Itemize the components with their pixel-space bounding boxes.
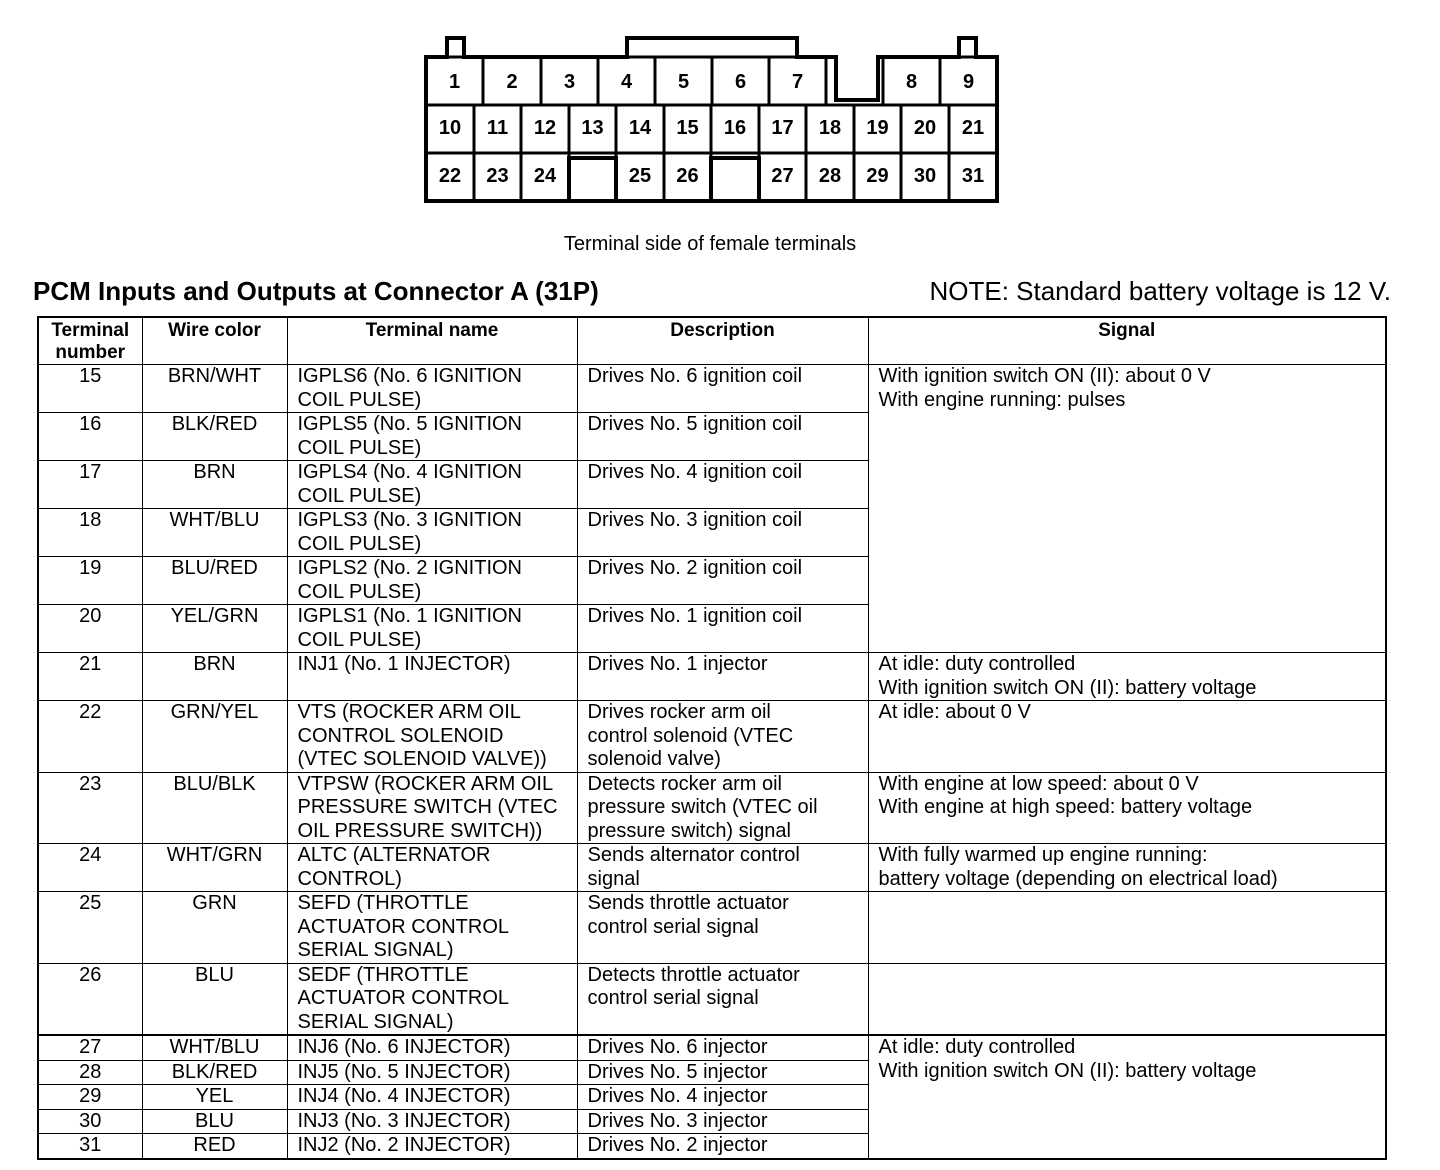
wire-color-cell-text: GRN	[192, 892, 237, 914]
terminal-number-cell-text: 31	[79, 1134, 102, 1156]
terminal-name-cell-text: IGPLS5 (No. 5 IGNITION COIL PULSE)	[297, 413, 523, 459]
signal-cell	[868, 1035, 1386, 1159]
terminal-number-cell-text: 19	[79, 557, 102, 579]
terminal-number-label: 2	[506, 71, 518, 93]
description-cell	[577, 844, 868, 892]
header-description: Description	[577, 317, 868, 365]
terminal-number-label: 27	[771, 165, 794, 187]
signal-cell	[868, 844, 1386, 892]
description-cell-text: Drives No. 3 ignition coil	[587, 509, 803, 531]
table-row	[38, 963, 1386, 1035]
wire-color-cell	[142, 653, 287, 701]
terminal-number-label: 8	[905, 71, 918, 93]
description-cell-text: Drives No. 6 injector	[587, 1036, 768, 1058]
wire-color-cell	[142, 1035, 287, 1060]
terminal-name-cell-text: ALTC (ALTERNATOR CONTROL)	[297, 844, 491, 890]
wire-color-cell	[142, 772, 287, 844]
table-row	[38, 653, 1386, 701]
wire-color-cell	[142, 1085, 287, 1110]
terminal-number-label: 31	[961, 165, 985, 187]
terminal-name-cell	[287, 844, 577, 892]
terminal-number-cell	[38, 844, 142, 892]
description-cell-text: Drives No. 2 ignition coil	[587, 557, 803, 579]
table-row	[38, 892, 1386, 964]
terminal-number-label: 20	[913, 117, 937, 139]
description-cell	[577, 1060, 868, 1085]
description-cell	[577, 365, 868, 413]
signal-cell	[868, 365, 1386, 653]
terminal-number-label: 30	[913, 165, 937, 187]
wire-color-cell-text: WHT/BLU	[169, 1036, 260, 1058]
wire-color-cell-text: BLK/RED	[171, 413, 258, 435]
terminal-name-cell	[287, 509, 577, 557]
description-cell-text: Drives No. 2 injector	[587, 1134, 768, 1156]
header-terminal-name: Terminal name	[287, 317, 577, 365]
terminal-number-cell-text: 30	[79, 1109, 102, 1132]
terminal-number-label: 26	[676, 165, 699, 187]
connector-diagram	[0, 0, 1440, 220]
header-signal: Signal	[868, 317, 1386, 365]
wire-color-cell	[142, 892, 287, 964]
terminal-number-label: 7	[791, 71, 804, 93]
wire-color-cell	[142, 413, 287, 461]
wire-color-cell	[142, 963, 287, 1035]
terminal-number-cell	[38, 892, 142, 964]
description-cell	[577, 605, 868, 653]
keyway-notch	[569, 158, 616, 201]
terminal-number-label: 12	[533, 117, 557, 139]
terminal-name-cell	[287, 605, 577, 653]
description-cell-text: Detects rocker arm oil pressure switch (VTEC oil pressure switch) signal	[587, 772, 818, 842]
terminal-number-cell-text: 22	[79, 701, 102, 723]
terminal-name-cell	[287, 365, 577, 413]
voltage-note: NOTE: Standard battery voltage is 12 V.	[929, 276, 1391, 306]
terminal-number-cell-text: 23	[79, 772, 102, 795]
description-cell	[577, 1134, 868, 1159]
terminal-name-cell	[287, 557, 577, 605]
terminal-number-cell-text: 25	[79, 892, 102, 914]
header-wire-color: Wire color	[142, 317, 287, 365]
wire-color-cell-text: WHT/GRN	[166, 844, 263, 866]
terminal-number-cell	[38, 461, 142, 509]
signal-cell-text: At idle: duty controlled With ignition switch ON (II): battery voltage	[878, 1036, 1257, 1082]
terminal-number-cell	[38, 605, 142, 653]
signal-cell	[868, 701, 1386, 773]
description-cell-text: Drives No. 4 ignition coil	[587, 461, 803, 483]
description-cell	[577, 1109, 868, 1134]
terminal-number-label: 16	[723, 117, 747, 139]
terminal-name-cell-text: IGPLS1 (No. 1 IGNITION COIL PULSE)	[297, 605, 523, 651]
terminal-number-cell-text: 20	[79, 605, 102, 627]
wire-color-cell-text: GRN/YEL	[170, 701, 259, 723]
terminal-name-cell	[287, 772, 577, 844]
terminal-number-label: 14	[628, 117, 652, 139]
signal-cell-text: With engine at low speed: about 0 V With engine at high speed: battery voltage	[878, 772, 1253, 818]
signal-cell-text: With ignition switch ON (II): about 0 V With engine running: pulses	[878, 365, 1211, 411]
wire-color-cell	[142, 461, 287, 509]
wire-color-cell	[142, 844, 287, 892]
terminal-number-label: 22	[438, 165, 462, 187]
terminal-number-label: 23	[486, 165, 509, 187]
signal-cell-text: At idle: about 0 V	[878, 701, 1031, 723]
signal-cell	[868, 892, 1386, 964]
description-cell	[577, 1035, 868, 1060]
terminal-name-cell	[287, 892, 577, 964]
wire-color-cell	[142, 605, 287, 653]
table-row	[38, 844, 1386, 892]
description-cell	[577, 413, 868, 461]
terminal-number-cell-text: 26	[79, 963, 102, 986]
wire-color-cell	[142, 1109, 287, 1134]
terminal-name-cell-text: INJ2 (No. 2 INJECTOR)	[297, 1134, 511, 1156]
terminal-number-cell	[38, 1085, 142, 1110]
wire-color-cell-text: BRN	[193, 653, 236, 675]
terminal-name-cell	[287, 1060, 577, 1085]
terminal-number-label: 6	[734, 71, 747, 93]
terminal-number-cell	[38, 653, 142, 701]
terminal-name-cell-text: VTS (ROCKER ARM OIL CONTROL SOLENOID (VTEC SOLENOID VALVE))	[297, 701, 547, 770]
description-cell	[577, 772, 868, 844]
description-cell-text: Drives No. 1 ignition coil	[587, 605, 803, 627]
table-row	[38, 701, 1386, 773]
description-cell	[577, 509, 868, 557]
terminal-name-cell-text: INJ1 (No. 1 INJECTOR)	[297, 653, 511, 675]
description-cell-text: Drives No. 5 ignition coil	[587, 413, 803, 435]
description-cell-text: Drives No. 6 ignition coil	[587, 365, 803, 387]
wire-color-cell-text: WHT/BLU	[169, 509, 260, 531]
terminal-number-cell-text: 28	[79, 1060, 102, 1083]
wire-color-cell	[142, 557, 287, 605]
description-cell	[577, 963, 868, 1035]
wire-color-cell-text: BRN/WHT	[167, 365, 262, 387]
wire-color-cell-text: BLK/RED	[171, 1060, 258, 1083]
terminal-number-cell	[38, 557, 142, 605]
terminal-number-cell	[38, 1035, 142, 1060]
table-row	[38, 772, 1386, 844]
terminal-number-cell	[38, 413, 142, 461]
terminal-number-label: 29	[866, 165, 889, 187]
terminal-number-label: 28	[818, 165, 842, 187]
wire-color-cell	[142, 1134, 287, 1159]
terminal-number-label: 9	[962, 71, 975, 93]
keyway-notch	[711, 158, 759, 201]
signal-cell-text: With fully warmed up engine running: battery voltage (depending on electrical load)	[878, 844, 1278, 890]
terminal-number-label: 3	[563, 71, 576, 93]
terminal-number-label: 25	[628, 165, 652, 187]
terminal-number-label: 10	[438, 117, 462, 139]
description-cell-text: Sends throttle actuator control serial signal	[587, 892, 789, 938]
page-title: PCM Inputs and Outputs at Connector A (31P)	[33, 276, 599, 306]
description-cell-text: Detects throttle actuator control serial signal	[587, 963, 800, 1009]
terminal-number-cell	[38, 772, 142, 844]
description-cell	[577, 1085, 868, 1110]
terminal-number-cell-text: 29	[79, 1085, 102, 1107]
terminal-number-label: 1	[448, 71, 461, 93]
terminal-number-cell-text: 24	[79, 844, 102, 866]
terminal-number-label: 24	[533, 165, 557, 187]
signal-cell	[868, 963, 1386, 1035]
terminal-name-cell	[287, 1134, 577, 1159]
terminal-name-cell	[287, 653, 577, 701]
signal-cell-text: At idle: duty controlled With ignition switch ON (II): battery voltage	[878, 653, 1257, 699]
header-terminal-number: Terminal number	[38, 317, 142, 365]
terminal-name-cell	[287, 413, 577, 461]
terminal-name-cell-text: VTPSW (ROCKER ARM OIL PRESSURE SWITCH (VTEC OIL PRESSURE SWITCH))	[297, 772, 558, 842]
wire-color-cell-text: YEL	[195, 1085, 234, 1107]
description-cell	[577, 701, 868, 773]
terminal-number-label: 11	[486, 117, 509, 139]
wire-color-cell	[142, 701, 287, 773]
terminal-number-cell	[38, 1134, 142, 1159]
description-cell	[577, 653, 868, 701]
terminal-name-cell	[287, 1085, 577, 1110]
terminal-name-cell-text: IGPLS4 (No. 4 IGNITION COIL PULSE)	[297, 461, 523, 507]
wire-color-cell-text: BLU	[195, 1109, 234, 1132]
wire-color-cell	[142, 509, 287, 557]
description-cell	[577, 892, 868, 964]
description-cell-text: Sends alternator control signal	[587, 844, 800, 890]
description-cell-text: Drives No. 3 injector	[587, 1109, 768, 1132]
terminal-name-cell-text: SEDF (THROTTLE ACTUATOR CONTROL SERIAL SIGNAL)	[297, 963, 509, 1033]
terminal-name-cell	[287, 461, 577, 509]
terminal-number-cell	[38, 701, 142, 773]
wire-color-cell-text: YEL/GRN	[170, 605, 259, 627]
terminal-number-cell-text: 27	[79, 1036, 102, 1058]
terminal-number-cell-text: 17	[79, 461, 102, 483]
terminal-number-cell-text: 18	[79, 509, 102, 531]
description-cell-text: Drives No. 5 injector	[587, 1060, 768, 1083]
connector-caption: Terminal side of female terminals	[563, 233, 857, 255]
terminal-name-cell-text: INJ6 (No. 6 INJECTOR)	[297, 1036, 511, 1058]
terminal-name-cell-text: SEFD (THROTTLE ACTUATOR CONTROL SERIAL SIGNAL)	[297, 892, 509, 961]
signal-cell	[868, 772, 1386, 844]
terminal-number-label: 4	[620, 71, 633, 93]
terminal-name-cell-text: IGPLS3 (No. 3 IGNITION COIL PULSE)	[297, 509, 523, 555]
description-cell-text: Drives No. 4 injector	[587, 1085, 768, 1107]
wire-color-cell-text: BRN	[193, 461, 236, 483]
terminal-number-cell-text: 21	[79, 653, 102, 675]
table-row	[38, 1035, 1386, 1060]
terminal-number-cell	[38, 1060, 142, 1085]
terminal-number-cell	[38, 509, 142, 557]
terminal-name-cell	[287, 701, 577, 773]
terminal-number-cell-text: 15	[79, 365, 102, 387]
terminal-name-cell-text: IGPLS2 (No. 2 IGNITION COIL PULSE)	[297, 557, 523, 603]
terminal-number-label: 17	[771, 117, 794, 139]
wire-color-cell	[142, 1060, 287, 1085]
wire-color-cell-text: RED	[193, 1134, 236, 1156]
description-cell	[577, 461, 868, 509]
wire-color-cell-text: BLU/RED	[171, 557, 258, 579]
terminal-name-cell	[287, 963, 577, 1035]
description-cell-text: Drives rocker arm oil control solenoid (VTEC solenoid valve)	[587, 701, 794, 770]
terminal-number-label: 15	[676, 117, 699, 139]
signal-cell	[868, 653, 1386, 701]
wire-color-cell-text: BLU	[195, 963, 234, 986]
terminal-number-label: 19	[866, 117, 889, 139]
wire-color-cell-text: BLU/BLK	[173, 772, 256, 795]
terminal-number-cell	[38, 365, 142, 413]
terminal-name-cell	[287, 1109, 577, 1134]
pcm-io-table	[37, 316, 1387, 1160]
terminal-name-cell-text: IGPLS6 (No. 6 IGNITION COIL PULSE)	[297, 365, 523, 411]
wire-color-cell	[142, 365, 287, 413]
terminal-number-label: 13	[581, 117, 604, 139]
terminal-number-cell-text: 16	[79, 413, 102, 435]
terminal-name-cell-text: INJ3 (No. 3 INJECTOR)	[297, 1109, 511, 1132]
terminal-number-cell	[38, 1109, 142, 1134]
terminal-number-cell	[38, 963, 142, 1035]
terminal-name-cell	[287, 1035, 577, 1060]
table-row	[38, 365, 1386, 413]
terminal-number-label: 21	[961, 117, 985, 139]
terminal-number-label: 5	[677, 71, 690, 93]
description-cell	[577, 557, 868, 605]
terminal-name-cell-text: INJ4 (No. 4 INJECTOR)	[297, 1085, 511, 1107]
terminal-name-cell-text: INJ5 (No. 5 INJECTOR)	[297, 1060, 511, 1083]
description-cell-text: Drives No. 1 injector	[587, 653, 768, 675]
terminal-number-label: 18	[818, 117, 842, 139]
